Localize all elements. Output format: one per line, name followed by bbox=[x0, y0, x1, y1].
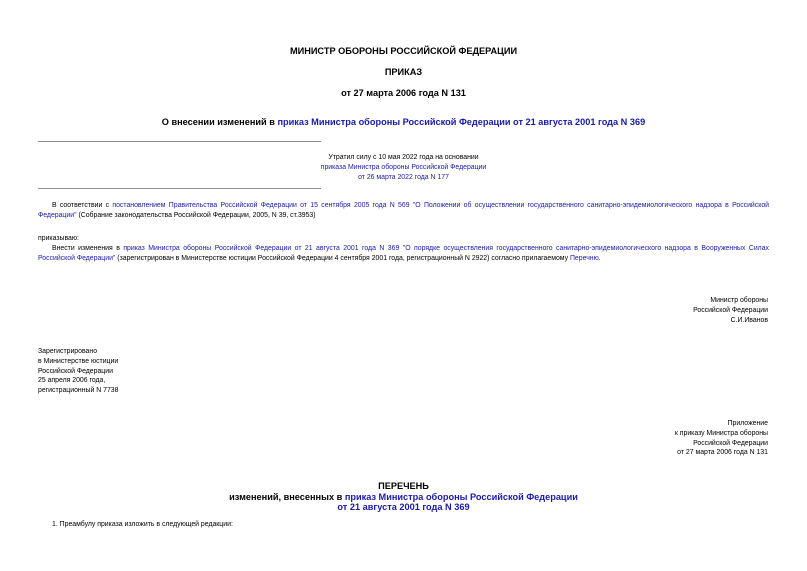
list-title-link-date[interactable]: от 21 августа 2001 года N 369 bbox=[337, 502, 470, 512]
preamble-text2: (Собрание законодательства Российской Федерации, 2005, N 39, ст.3953) bbox=[76, 211, 316, 219]
list-title-heading: ПЕРЕЧЕНЬ bbox=[378, 481, 429, 491]
appendix-note bbox=[675, 419, 768, 458]
doc-date-number: от 27 марта 2006 года N 131 bbox=[341, 88, 466, 98]
signature-name: С.И.Иванов bbox=[730, 316, 768, 324]
registration-line4: 25 апреля 2006 года, bbox=[38, 377, 106, 385]
registration-line5: регистрационный N 7738 bbox=[38, 387, 119, 395]
preamble-paragraph bbox=[38, 201, 769, 221]
list-title-line2 bbox=[0, 492, 807, 502]
list-title-prefix: изменений, внесенных в bbox=[229, 492, 345, 502]
status-note-link-line3[interactable]: от 26 марта 2022 года N 177 bbox=[358, 173, 449, 181]
preamble-link[interactable]: постановлением Правительства Российской Федерации от 15 сентября 2005 года N 569 "О Положении об осуществлении государственного санитарно-эпидемиологического надзора в Российской Федерации" bbox=[38, 202, 769, 219]
list-title-link[interactable]: приказ Министра обороны Российской Федерации bbox=[344, 492, 578, 502]
divider-bottom bbox=[38, 188, 321, 189]
order-text1: Внести изменения в bbox=[52, 245, 124, 252]
order-paragraph bbox=[38, 244, 769, 264]
list-title-line3 bbox=[0, 502, 807, 512]
order-text3: . bbox=[598, 254, 601, 262]
ministry-heading: МИНИСТР ОБОРОНЫ РОССИЙСКОЙ ФЕДЕРАЦИИ bbox=[289, 46, 518, 56]
signature-line1: Министр обороны bbox=[710, 297, 768, 304]
appendix-line1: Приложение bbox=[727, 420, 768, 427]
signature-line2: Российской Федерации bbox=[693, 306, 768, 314]
list-item-1: 1. Преамбулу приказа изложить в следующей редакции: bbox=[52, 521, 233, 528]
doc-type-heading: ПРИКАЗ bbox=[384, 67, 423, 77]
order-link-list[interactable]: Перечню bbox=[569, 254, 599, 262]
appendix-line4: от 27 марта 2006 года N 131 bbox=[677, 449, 768, 457]
doc-title-link[interactable]: приказ Министра обороны Российской Федерации от 21 августа 2001 года N 369 bbox=[277, 117, 646, 127]
preamble-text1: В соответствии с bbox=[52, 202, 113, 209]
order-text2: (зарегистрирован в Министерстве юстиции Российской Федерации 4 сентября 2001 года, регистрационный N 2922) согласно прилагаемому bbox=[115, 254, 570, 262]
signature-block bbox=[693, 296, 768, 325]
registration-line3: Российской Федерации bbox=[38, 367, 113, 375]
registration-line1: Зарегистрировано bbox=[38, 348, 98, 355]
doc-title-prefix: О внесении изменений в bbox=[161, 117, 278, 127]
order-word: приказываю: bbox=[38, 235, 79, 242]
doc-title bbox=[0, 117, 807, 127]
registration-block bbox=[38, 347, 118, 396]
divider-top bbox=[38, 141, 321, 142]
registration-line2: в Министерстве юстиции bbox=[38, 357, 119, 365]
status-note-line1: Утратил силу с 10 мая 2022 года на основании bbox=[328, 154, 479, 161]
status-note bbox=[250, 153, 557, 182]
appendix-line2: к приказу Министра обороны bbox=[674, 429, 768, 437]
appendix-line3: Российской Федерации bbox=[693, 439, 768, 447]
status-note-link-line2[interactable]: приказа Министра обороны Российской Федерации bbox=[320, 163, 487, 171]
order-link-act[interactable]: приказ Министра обороны Российской Федерации от 21 августа 2001 года N 369 "О порядке осуществления государственного санитарно-эпидемиологического надзора в Вооруженных Силах Российской Федерации" bbox=[38, 245, 769, 262]
